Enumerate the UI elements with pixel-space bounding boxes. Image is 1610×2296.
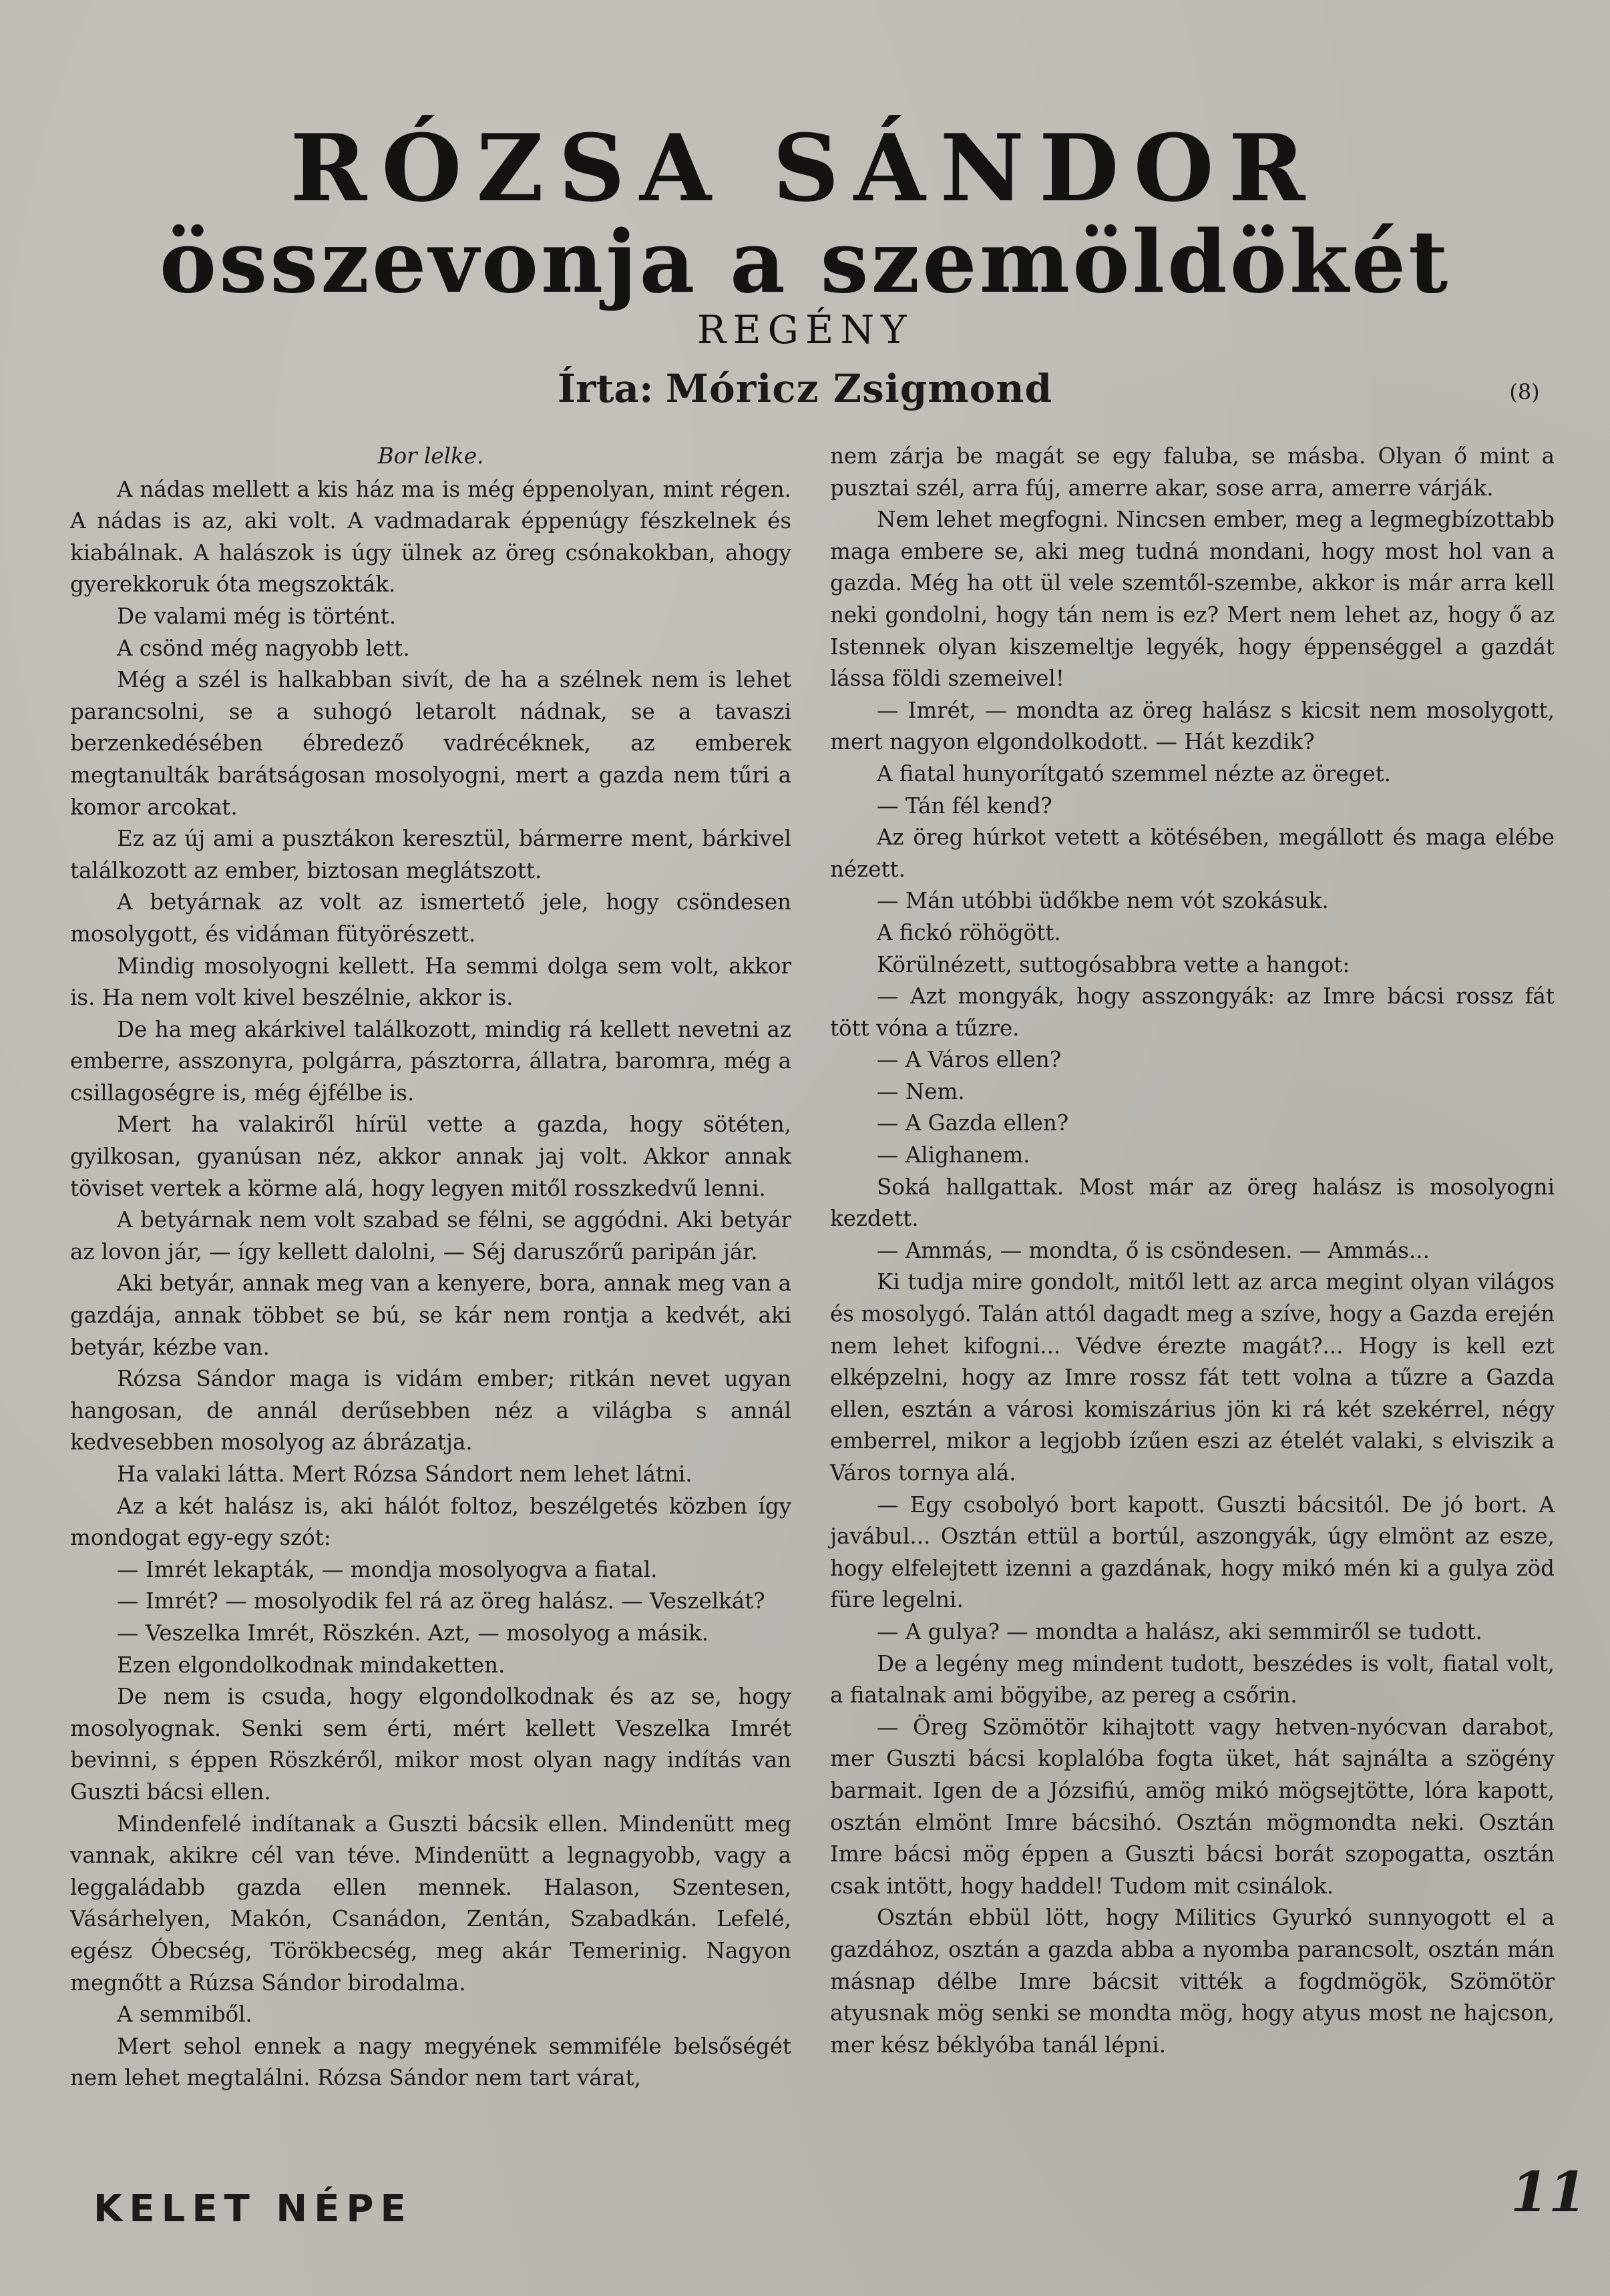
- paragraph: Mert sehol ennek a nagy megyének semmiféle belsőségét nem lehet megtalálni. Rózsa Sándor nem tart várat,: [70, 2033, 791, 2091]
- title-line-1: RÓZSA SÁNDOR: [290, 113, 1320, 222]
- paragraph: — A Gazda ellen?: [877, 1110, 1069, 1136]
- left-column: [70, 441, 791, 2094]
- paragraph: De nem is csuda, hogy elgondolkodnak és az se, hogy mosolyognak. Senki sem érti, mért kellett Veszelka Imrét bevinni, s éppen Röszkéről, mikor most olyan nagy indítás van Guszti bácsi ellen.: [70, 1684, 791, 1805]
- paragraph: — A Város ellen?: [877, 1047, 1062, 1073]
- paragraph: — Imrét, — mondta az öreg halász s kicsit nem mosolygott, mert nagyon elgondolkodott. — Hát kezdik?: [830, 697, 1555, 755]
- byline-label: Írta:: [557, 366, 654, 411]
- right-column: [830, 441, 1555, 2061]
- paragraph: A csönd még nagyobb lett.: [117, 635, 410, 661]
- byline: [0, 366, 1610, 411]
- paragraph: A semmiből.: [117, 2002, 252, 2028]
- paragraph: Soká hallgattak. Most már az öreg halász is mosolyogni kezdett.: [830, 1174, 1555, 1232]
- paragraph: Mindenfelé indítanak a Guszti bácsik ellen. Mindenütt meg vannak, akikre cél van téve. Mindenütt a legnagyobb, vagy a leggaládabb gazda ellen mennek. Halason, Szentesen, Vásárhelyen, Makón, Csanádon, Zentán, Szabadkán. Lefelé, egész Óbecség, Törökbecség, meg akár Temerinig. Nagyon megnőtt a Rúzsa Sándor birodalma.: [70, 1811, 791, 1996]
- page-number: 11: [1511, 2160, 1587, 2225]
- paragraph: — Azt mongyák, hogy asszongyák: az Imre bácsi rossz fát tött vóna a tűzre.: [830, 983, 1555, 1041]
- paragraph: nem zárja be magát se egy faluba, se másba. Olyan ő mint a pusztai szél, arra fúj, amerre akar, sose arra, amerre várják.: [830, 443, 1555, 501]
- paragraph: Az öreg húrkot vetett a kötésében, megállott és maga elébe nézett.: [830, 825, 1555, 882]
- paragraph: De a legény meg mindent tudott, beszédes is volt, fiatal volt, a fiatalnak ami bögyibe, az pereg a csőrin.: [830, 1650, 1555, 1708]
- paragraph: — A gulya? — mondta a halász, aki semmiről se tudott.: [877, 1618, 1482, 1644]
- paragraph: Körülnézett, suttogósabbra vette a hangot:: [877, 951, 1350, 977]
- paragraph: Osztán ebbül lött, hogy Militics Gyurkó sunnyogott el a gazdához, osztán a gazda abba a nyomba parancsolt, osztán mán másnap délbe Imre bácsit vitték a fogdmögök, Szömötör atyusnak mög senki se mondta mög, hogy atyus most ne hajcson, mer kész béklyóba tanál lépni.: [830, 1905, 1555, 2058]
- paragraph: Ezen elgondolkodnak mindaketten.: [117, 1652, 506, 1678]
- paragraph: Aki betyár, annak meg van a kenyere, bora, annak meg van a gazdája, annak többet se bú, se kár nem rontja a kedvét, aki betyár, kézbe van.: [70, 1271, 791, 1360]
- paragraph: De valami még is történt.: [117, 603, 397, 629]
- paragraph: Mert ha valakiről hírül vette a gazda, hogy sötéten, gyilkosan, gyanúsan néz, akkor annak jaj volt. Akkor annak töviset vertek a körme alá, hogy legyen mitől rosszkedvű lenni.: [70, 1112, 791, 1201]
- paragraph: Nem lehet megfogni. Nincsen ember, meg a legmegbízottabb maga embere se, aki meg tudná mondani, hogy most hol van a gazda. Még ha ott ül vele szemtől-szembe, akkor is már arra kell neki gondolni, hogy tán nem is ez? Mert nem lehet az, hogy ő az Istennek olyan kiszemeltje legyék, hogy éppenséggel a gazdát lássa földi szemeivel!: [830, 507, 1555, 692]
- magazine-name: KELET NÉPE: [93, 2187, 413, 2231]
- section-title: Bor lelke.: [377, 443, 484, 469]
- paragraph: — Veszelka Imrét, Röszkén. Azt, — mosolyog a másik.: [117, 1620, 709, 1646]
- paragraph: A betyárnak az volt az ismertető jele, hogy csöndesen mosolygott, és vidáman fütyörészett.: [70, 889, 791, 947]
- paragraph: — Ammás, — mondta, ő is csöndesen. — Ammás...: [877, 1237, 1430, 1263]
- paragraph: Ha valaki látta. Mert Rózsa Sándort nem lehet látni.: [117, 1461, 692, 1487]
- paragraph: — Tán fél kend?: [877, 792, 1052, 819]
- paragraph: Rózsa Sándor maga is vidám ember; ritkán nevet ugyan hangosan, de annál derűsebben néz a világba s annál kedvesebben mosolyog az ábrázatja.: [70, 1366, 791, 1455]
- paragraph: A fiatal hunyorítgató szemmel nézte az öreget.: [877, 760, 1392, 786]
- paragraph: — Egy csobolyó bort kapott. Guszti bácsitól. De jó bort. A javábul... Osztán ettül a bortúl, aszongyák, úgy elmönt az esze, hogy elfelejtett izenni a gazdának, hogy mikó mén ki a gulya zöd füre legelni.: [830, 1491, 1555, 1613]
- paragraph: — Alighanem.: [877, 1142, 1030, 1168]
- paragraph: Mindig mosolyogni kellett. Ha semmi dolga sem volt, akkor is. Ha nem volt kivel beszélnie, akkor is.: [70, 953, 791, 1011]
- paragraph: A betyárnak nem volt szabad se félni, se aggódni. Aki betyár az lovon jár, — így kellett dalolni, — Séj daruszőrű paripán jár.: [70, 1207, 791, 1265]
- title-line-2: összevonja a szemöldökét: [159, 212, 1451, 312]
- paragraph: De ha meg akárkivel találkozott, mindig rá kellett nevetni az emberre, asszonyra, polgárra, pásztorra, állatra, baromra, még a csillagoségre is, még éjfélbe is.: [70, 1016, 791, 1106]
- part-number: (8): [1509, 379, 1540, 405]
- paragraph: A fickó röhögött.: [877, 919, 1061, 945]
- paragraph: A nádas mellett a kis ház ma is még éppenolyan, mint régen. A nádas is az, aki volt. A vadmadarak éppenúgy fészkelnek és kiabálnak. A halászok is úgy ülnek az öreg csónakokban, ahogy gyerekkoruk óta megszokták.: [70, 476, 791, 598]
- paragraph: Ez az új ami a pusztákon keresztül, bármerre ment, bárkivel találkozott az ember, biztosan meglátszott.: [70, 826, 791, 883]
- byline-author: Móricz Zsigmond: [665, 366, 1053, 411]
- paragraph: — Nem.: [877, 1078, 965, 1104]
- paragraph: Ki tudja mire gondolt, mitől lett az arca megint olyan világos és mosolygó. Talán attól dagadt meg a szíve, hogy a Gazda erején nem lehet kifogni... Védve érezte magát?... Hogy is kell ezt elképzelni, hogy az Imre rossz fát tett volna a tűzre a Gazda ellen, esztán a városi komiszárius jön ki rá két szekérrel, négy emberrel, mikor a legjobb ízűen eszi az ételét valaki, s elviszik a Város tornya alá.: [830, 1269, 1555, 1485]
- paragraph: Az a két halász is, aki hálót foltoz, beszélgetés közben így mondogat egy-egy szót:: [70, 1493, 791, 1551]
- paragraph: Még a szél is halkabban sivít, de ha a szélnek nem is lehet parancsolni, se a suhogó letarolt nádnak, se a tavaszi berzenkedésében ébredező vadrécéknek, az emberek megtanulták barátságosan mosolyogni, mert a gazda nem tűri a komor arcokat.: [70, 667, 791, 820]
- paragraph: — Imrét lekapták, — mondja mosolyogva a fiatal.: [117, 1556, 658, 1582]
- genre-label: REGÉNY: [696, 307, 914, 353]
- paragraph: — Mán utóbbi üdőkbe nem vót szokásuk.: [877, 888, 1329, 914]
- paragraph: — Öreg Szömötör kihajtott vagy hetven-nyócvan darabot, mer Guszti bácsi koplalóba fogta üket, hát sajnálta a szögény barmait. Igen de a Józsifiú, amög mikó mögsejtötte, lóra kapott, osztán elmönt Imre bácsihó. Osztán mögmondta neki. Osztán Imre bácsi mög éppen a Guszti bácsi borát szopogatta, osztán csak intött, hogy haddel! Tudom mit csinálok.: [830, 1714, 1555, 1899]
- paragraph: — Imrét? — mosolyodik fel rá az öreg halász. — Veszelkát?: [117, 1588, 765, 1614]
